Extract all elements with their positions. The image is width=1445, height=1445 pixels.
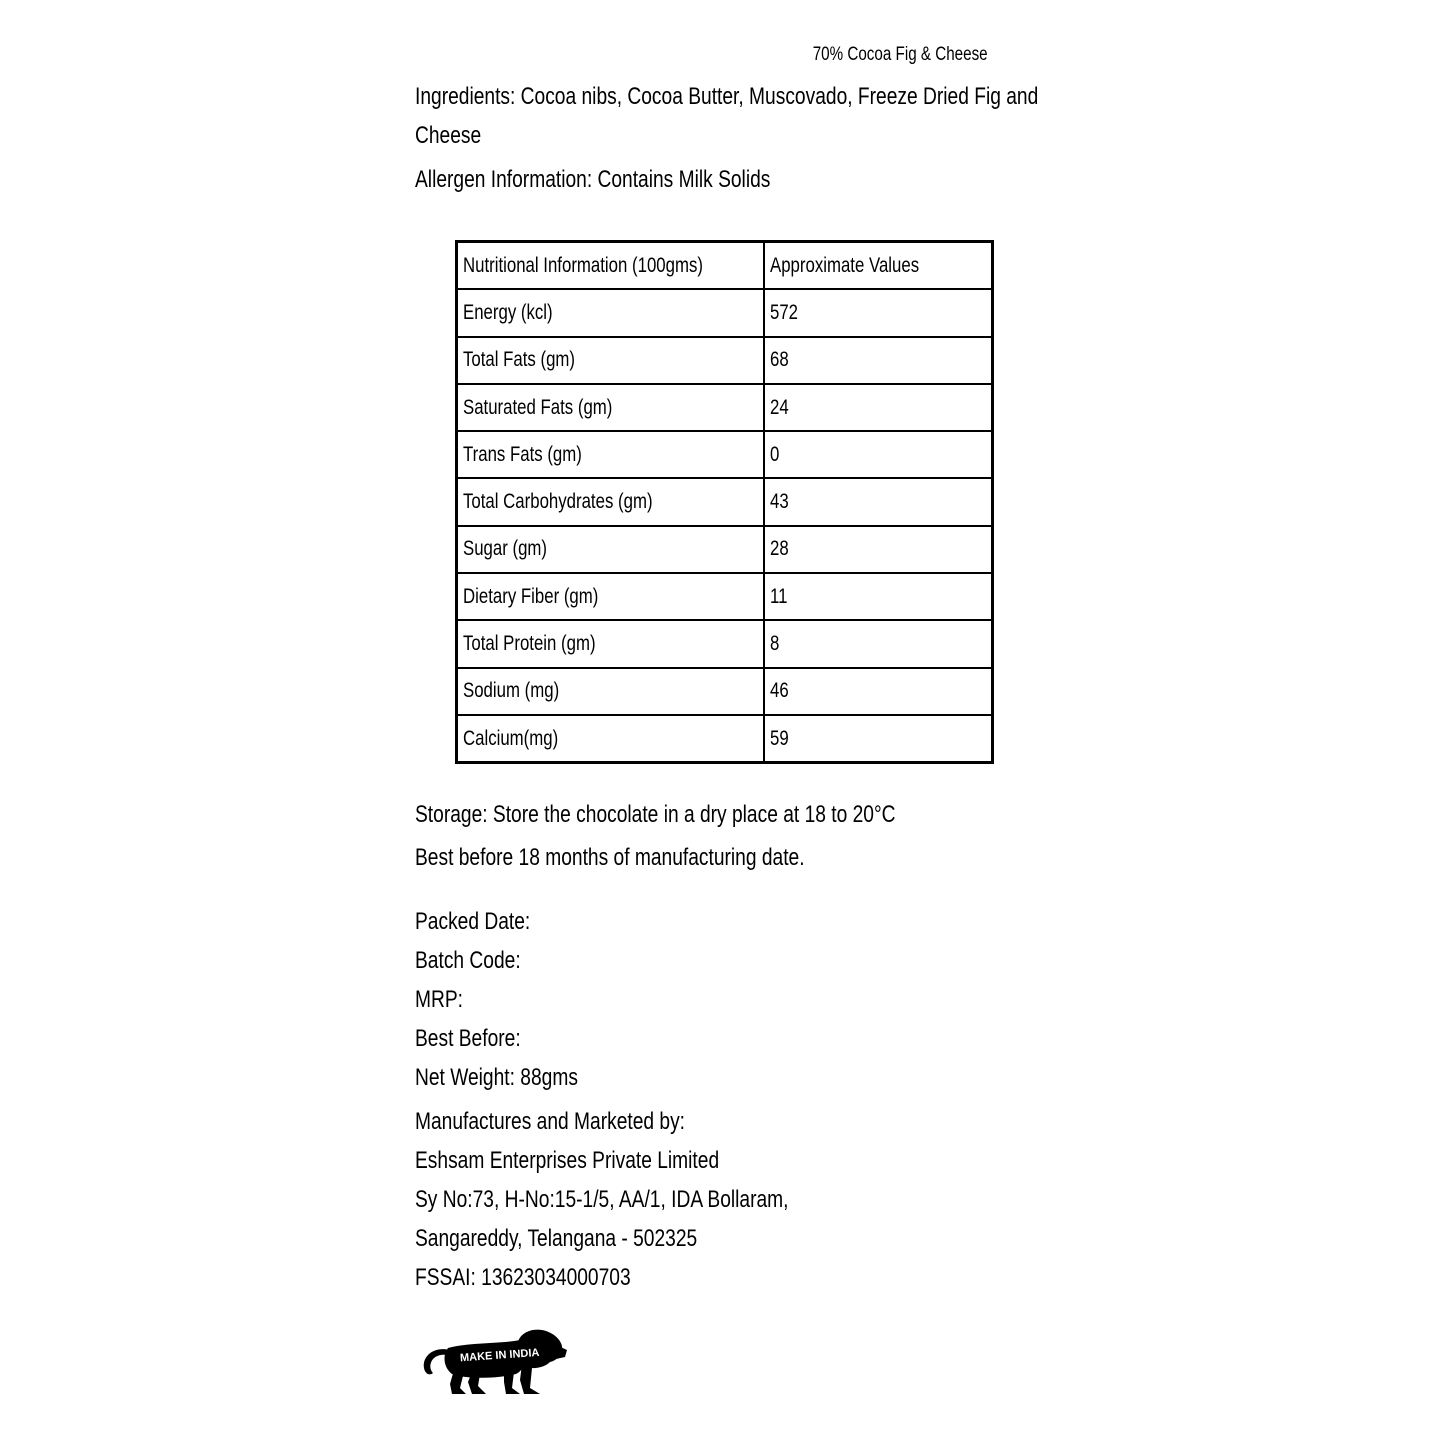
net-weight-field (415, 1063, 619, 1093)
table-row (457, 289, 993, 336)
table-row (457, 573, 993, 620)
logo-text: MAKE IN INDIA (459, 1346, 540, 1365)
nutrient-name: Dietary Fiber (gm) (457, 573, 764, 620)
manufacturer-heading-text: Manufactures and Marketed by: (415, 1108, 686, 1135)
table-row (457, 478, 993, 525)
nutrient-name: Calcium(mg) (457, 715, 764, 763)
storage-text: Storage: Store the chocolate in a dry place at 18 to 20°C (415, 801, 896, 828)
table-row (457, 384, 993, 431)
manufacturer-address-2 (415, 1224, 768, 1254)
manufacturer-name-text: Eshsam Enterprises Private Limited (415, 1147, 720, 1174)
fssai-text: FSSAI: 13623034000703 (415, 1264, 631, 1291)
manufacturer-heading (415, 1107, 753, 1137)
nutrition-table (455, 240, 994, 764)
table-row (457, 620, 993, 667)
address-line-1: Sy No:73, H-No:15-1/5, AA/1, IDA Bollaram, (415, 1186, 789, 1213)
nutrient-name: Sugar (gm) (457, 526, 764, 573)
ingredients-text-2: Cheese (415, 122, 482, 149)
table-header-row (457, 242, 993, 290)
storage-info (415, 800, 1016, 830)
table-row (457, 337, 993, 384)
table-row (457, 715, 993, 763)
nutrient-name: Saturated Fats (gm) (457, 384, 764, 431)
product-title: 70% Cocoa Fig & Cheese (813, 44, 988, 65)
best-before-label: Best Before: (415, 1025, 521, 1052)
batch-code-field (415, 946, 547, 976)
batch-code-label: Batch Code: (415, 947, 521, 974)
nutrient-name: Sodium (mg) (457, 668, 764, 715)
lion-icon (420, 1326, 568, 1398)
best-before-note (415, 843, 902, 873)
best-before-note-text: Best before 18 months of manufacturing date. (415, 844, 805, 871)
table-row (457, 431, 993, 478)
nutrient-value: 68 (764, 337, 993, 384)
packed-date-field (415, 907, 559, 937)
nutrient-value: 46 (764, 668, 993, 715)
allergen-text: Allergen Information: Contains Milk Solids (415, 166, 771, 193)
allergen-info (415, 165, 859, 195)
nutrient-value: 0 (764, 431, 993, 478)
nutrient-value: 24 (764, 384, 993, 431)
ingredients-text-1: Ingredients: Cocoa nibs, Cocoa Butter, Muscovado, Freeze Dried Fig and (415, 83, 1039, 110)
nutrient-value: 59 (764, 715, 993, 763)
table-row (457, 526, 993, 573)
nutrient-name: Total Fats (gm) (457, 337, 764, 384)
make-in-india-logo (420, 1326, 568, 1398)
ingredients-line-1 (415, 82, 1194, 112)
mrp-field (415, 985, 475, 1015)
manufacturer-name (415, 1146, 795, 1176)
fssai-number (415, 1263, 685, 1293)
nutrient-name: Total Carbohydrates (gm) (457, 478, 764, 525)
packed-date-label: Packed Date: (415, 908, 531, 935)
table-row (457, 668, 993, 715)
nutrient-value: 28 (764, 526, 993, 573)
table-header-cell: Approximate Values (764, 242, 993, 290)
nutrient-name: Energy (kcl) (457, 289, 764, 336)
nutrient-value: 8 (764, 620, 993, 667)
table-header-cell: Nutritional Information (100gms) (457, 242, 764, 290)
nutrient-value: 572 (764, 289, 993, 336)
net-weight-label: Net Weight: 88gms (415, 1064, 578, 1091)
nutrient-name: Trans Fats (gm) (457, 431, 764, 478)
nutrient-value: 11 (764, 573, 993, 620)
nutrient-name: Total Protein (gm) (457, 620, 764, 667)
ingredients-line-2 (415, 121, 498, 151)
manufacturer-address-1 (415, 1185, 882, 1215)
address-line-2: Sangareddy, Telangana - 502325 (415, 1225, 698, 1252)
nutrient-value: 43 (764, 478, 993, 525)
best-before-field (415, 1024, 547, 1054)
mrp-label: MRP: (415, 986, 463, 1013)
